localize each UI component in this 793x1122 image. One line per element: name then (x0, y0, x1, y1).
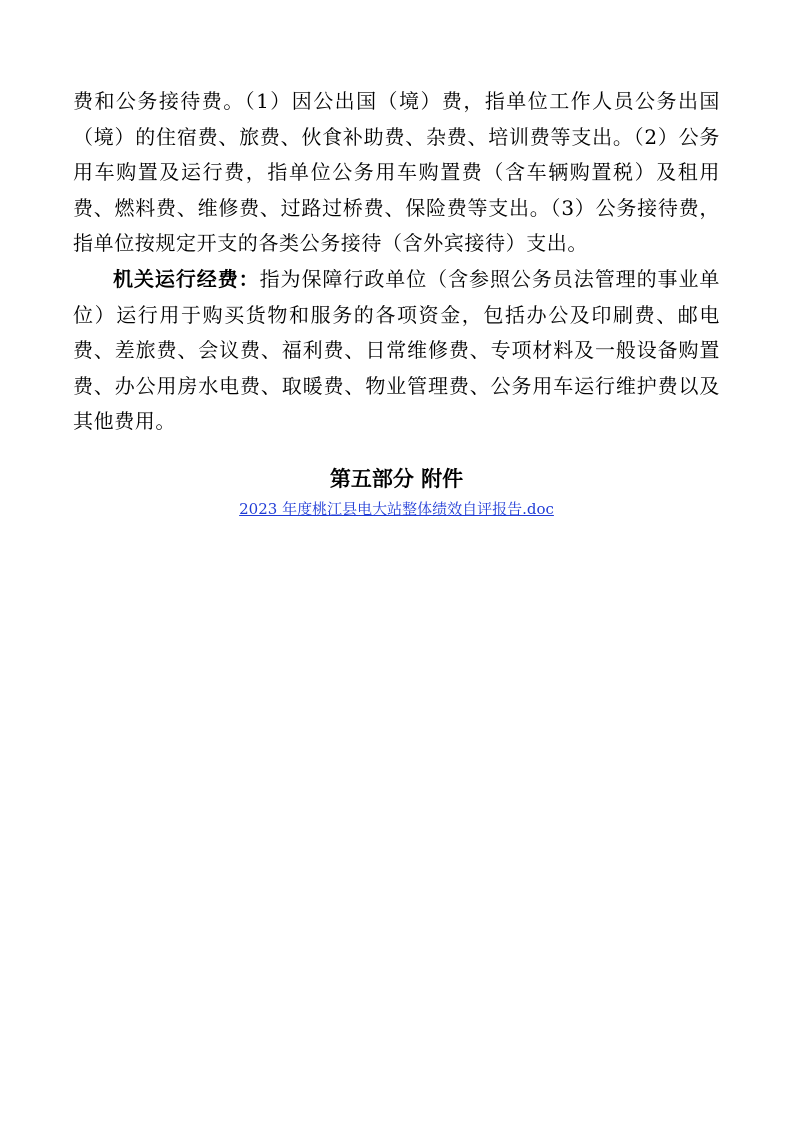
section-heading-attachments: 第五部分 附件 (329, 466, 464, 491)
attachment-row (73, 498, 720, 520)
term-operating-funds: 机关运行经费： (113, 266, 260, 291)
paragraph-operating-funds (73, 262, 720, 440)
definition-operating-funds: 指为保障行政单位（含参照公务员法管理的事业单位）运行用于购买货物和服务的各项资金，包括办公及印刷费、邮电费、差旅费、会议费、福利费、日常维修费、专项材料及一般设备购置费、办公用房水电费、取暖费、物业管理费、公务用车运行维护费以及其他费用。 (73, 266, 721, 434)
paragraph-public-expenses: 费和公务接待费。（1）因公出国（境）费，指单位工作人员公务出国（境）的住宿费、旅费、伙食补助费、杂费、培训费等支出。（2）公务用车购置及运行费，指单位公务用车购置费（含车辆购置税）及租用费、燃料费、维修费、过路过桥费、保险费等支出。（3）公务接待费，指单位按规定开支的各类公务接待（含外宾接待）支出。 (73, 89, 720, 256)
attachment-link-report[interactable]: 2023 年度桃江县电大站整体绩效自评报告.doc (239, 499, 554, 518)
